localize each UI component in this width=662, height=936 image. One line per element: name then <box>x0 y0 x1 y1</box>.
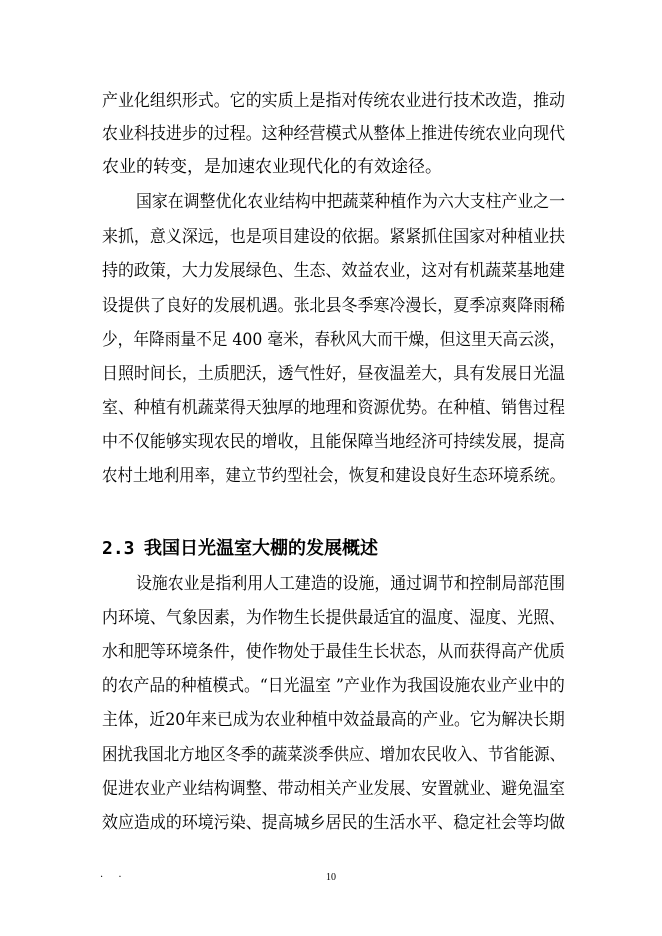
section-paragraph-line-5: 主体，近20年来已成为农业种植中效益最高的产业。它为解决长期 <box>102 710 565 730</box>
section-paragraph-line-7: 促进农业产业结构调整、带动相关产业发展、安置就业、避免温室 <box>102 779 565 799</box>
page-number: 10 <box>326 872 336 883</box>
section-paragraph-line-3: 水和肥等环境条件，使作物处于最佳生长状态，从而获得高产优质 <box>102 642 565 662</box>
section-paragraph-line-1: 设施农业是指利用人工建造的设施，通过调节和控制局部范围 <box>136 574 565 594</box>
paragraph-2-line-4: 设提供了良好的发展机遇。张北县冬季寒冷漫长，夏季凉爽降雨稀 <box>102 296 565 316</box>
paragraph-1-line-1: 产业化组织形式。它的实质上是指对传统农业进行技术改造，推动 <box>102 91 565 111</box>
section-paragraph-line-6: 困扰我国北方地区冬季的蔬菜淡季供应、增加农民收入、节省能源、 <box>102 745 565 765</box>
paragraph-2-line-1: 国家在调整优化农业结构中把蔬菜种植作为六大支柱产业之一 <box>136 192 565 212</box>
section-paragraph-line-4: 的农产品的种植模式。“日光温室 ”产业作为我国设施农业产业中的 <box>102 676 565 696</box>
paragraph-2-line-2: 来抓，意义深远，也是项目建设的依据。紧紧抓住国家对种植业扶 <box>102 227 565 247</box>
paragraph-2-line-7: 室、种植有机蔬菜得天独厚的地理和资源优势。在种植、销售过程 <box>102 398 565 418</box>
paragraph-1-line-2: 农业科技进步的过程。这种经营模式从整体上推进传统农业向现代 <box>102 124 565 144</box>
footer-dots: . . <box>100 869 128 880</box>
paragraph-2-line-9: 农村土地利用率，建立节约型社会，恢复和建设良好生态环境系统。 <box>102 466 565 486</box>
paragraph-2-line-5: 少，年降雨量不足 400 毫米，春秋风大而干燥，但这里天高云淡， <box>102 330 566 350</box>
section-paragraph-line-2: 内环境、气象因素，为作物生长提供最适宜的温度、湿度、光照、 <box>102 608 565 628</box>
paragraph-2-line-6: 日照时间长，土质肥沃，透气性好，昼夜温差大，具有发展日光温 <box>102 364 565 384</box>
paragraph-1-line-3: 农业的转变，是加速农业现代化的有效途径。 <box>102 157 442 177</box>
section-paragraph-line-8: 效应造成的环境污染、提高城乡居民的生活水平、稳定社会等均做 <box>102 813 565 833</box>
section-heading <box>102 538 378 560</box>
paragraph-2-line-3: 持的政策，大力发展绿色、生态、效益农业，这对有机蔬菜基地建 <box>102 261 565 281</box>
section-title: 我国日光温室大棚的发展概述 <box>144 538 378 559</box>
paragraph-2-line-8: 中不仅能够实现农民的增收，且能保障当地经济可持续发展，提高 <box>102 432 565 452</box>
section-number: 2.3 <box>102 538 135 559</box>
